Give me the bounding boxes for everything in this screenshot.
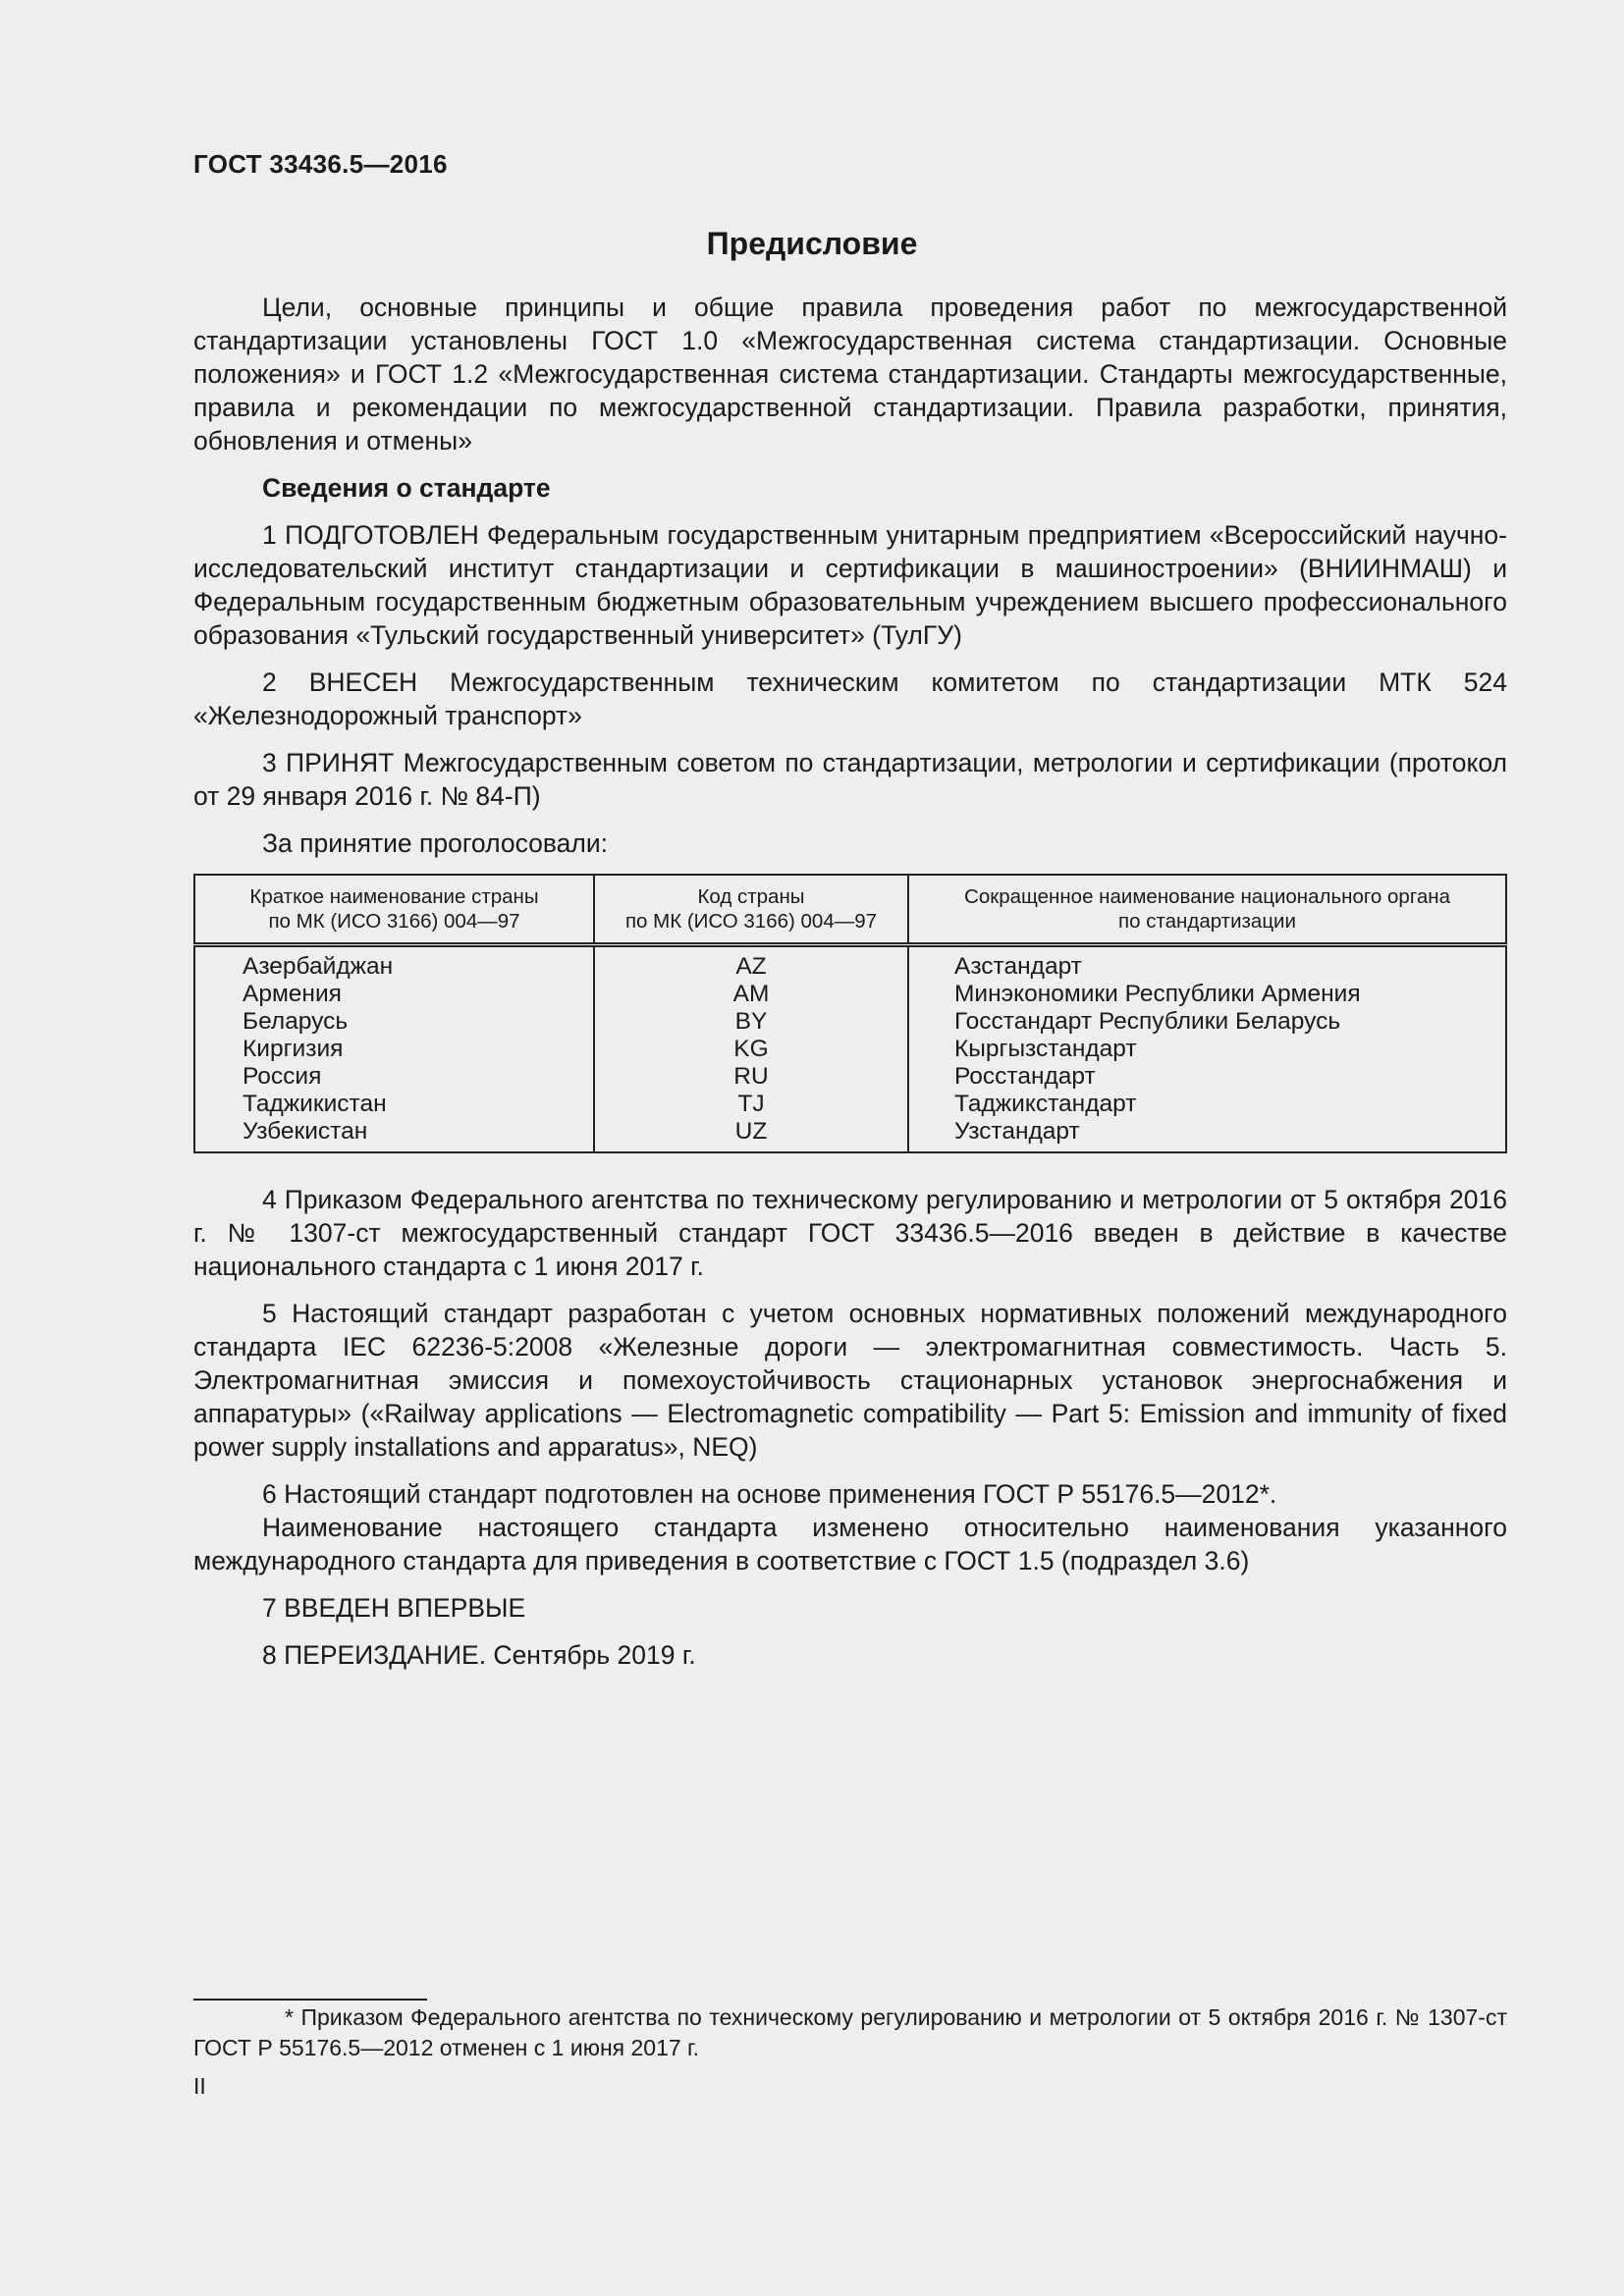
header-code <box>594 875 908 945</box>
cell-code: TJ <box>594 1091 908 1118</box>
item-6-note-paragraph: Наименование настоящего стандарта изменено относительно наименования указанного международного стандарта для приведения в соответствие с ГОСТ 1.5 (подраздел 3.6) <box>193 1513 1507 1575</box>
cell-country: Узбекистан <box>243 1118 368 1145</box>
table-header-row <box>194 875 1506 945</box>
item-2-paragraph: 2 ВНЕСЕН Межгосударственным техническим комитетом по стандартизации МТК 524 «Железнодорожный транспорт» <box>193 667 1507 730</box>
section-heading: Сведения о стандарте <box>262 473 551 503</box>
header-country-line1: Краткое наименование страны <box>249 885 539 908</box>
footnote: * Приказом Федерального агентства по техническому регулированию и метрологии от 5 октября 2016 г. № 1307-ст ГОСТ Р 55176.5—2012 отменен с 1 июня 2017 г. <box>193 2004 1507 2060</box>
intro-paragraph: Цели, основные принципы и общие правила проведения работ по межгосударственной стандартизации установлены ГОСТ 1.0 «Межгосударственная система стандартизации. Основные положения» и ГОСТ 1.2 «Межгосударственная система стандартизации. Стандарты межгосударственные, правила и рекомендации по межгосударственной стандартизации. Правила разработки, принятия, обновления и отмены» <box>193 293 1507 455</box>
table-row <box>194 981 1506 1008</box>
item-6-paragraph: 6 Настоящий стандарт подготовлен на основе применения ГОСТ Р 55176.5—2012*. <box>262 1479 1277 1509</box>
item-5-paragraph: 5 Настоящий стандарт разработан с учетом основных нормативных положений международного стандарта IEC 62236-5:2008 «Железные дороги — электромагнитная совместимость. Часть 5. Электромагнитная эмиссия и помехоустойчивость стационарных установок энергоснабжения и аппаратуры» («Railway applications — Electromagnetic compatibility — Part 5: Emission and immunity of fixed power supply installations and apparatus», NEQ) <box>193 1299 1507 1462</box>
cell-country: Беларусь <box>243 1008 349 1035</box>
voting-countries-table <box>193 874 1507 1153</box>
cell-org: Росстандарт <box>908 1063 1506 1091</box>
cell-org: Азстандарт <box>908 945 1506 982</box>
cell-country: Азербайджан <box>243 953 394 980</box>
cell-org: Госстандарт Республики Беларусь <box>908 1008 1506 1036</box>
table-row <box>194 1063 1506 1091</box>
item-7-paragraph: 7 ВВЕДЕН ВПЕРВЫЕ <box>262 1593 526 1623</box>
header-code-line1: Код страны <box>697 885 805 908</box>
table-row <box>194 1118 1506 1152</box>
header-code-line2: по МК (ИСО 3166) 004—97 <box>624 910 878 933</box>
cell-code: AM <box>594 981 908 1008</box>
cell-code: AZ <box>594 945 908 982</box>
header-country <box>194 875 594 945</box>
cell-country: Киргизия <box>243 1036 344 1062</box>
page-number: II <box>193 2073 206 2099</box>
item-3-paragraph: 3 ПРИНЯТ Межгосударственным советом по стандартизации, метрологии и сертификации (протокол от 29 января 2016 г. № 84-П) <box>193 748 1507 811</box>
cell-code: KG <box>594 1036 908 1063</box>
vote-intro: За принятие проголосовали: <box>262 828 609 858</box>
table-row <box>194 945 1506 982</box>
document-header: ГОСТ 33436.5—2016 <box>193 149 448 179</box>
cell-country: Россия <box>243 1063 322 1090</box>
item-1-paragraph: 1 ПОДГОТОВЛЕН Федеральным государственным унитарным предприятием «Всероссийский научно-исследовательский институт стандартизации и сертификации в машиностроении» (ВНИИНМАШ) и Федеральным государственным бюджетным образовательным учреждением высшего профессионального образования «Тульский государственный университет» (ТулГУ) <box>193 520 1507 650</box>
cell-org: Кыргызстандарт <box>908 1036 1506 1063</box>
header-org-line2: по стандартизации <box>1118 910 1296 933</box>
cell-country: Армения <box>243 981 342 1007</box>
cell-country: Таджикистан <box>243 1091 387 1117</box>
cell-org: Минэкономики Республики Армения <box>908 981 1506 1008</box>
page-title: Предисловие <box>706 226 918 261</box>
cell-code: BY <box>594 1008 908 1036</box>
cell-org: Узстандарт <box>908 1118 1506 1152</box>
table-row <box>194 1091 1506 1118</box>
header-org-line1: Сокращенное наименование национального органа <box>964 885 1450 908</box>
cell-code: UZ <box>594 1118 908 1152</box>
cell-code: RU <box>594 1063 908 1091</box>
table-row <box>194 1008 1506 1036</box>
header-org <box>908 875 1506 945</box>
document-body <box>193 291 1507 1685</box>
item-8-paragraph: 8 ПЕРЕИЗДАНИЕ. Сентябрь 2019 г. <box>262 1640 696 1670</box>
cell-org: Таджикстандарт <box>908 1091 1506 1118</box>
footnote-divider <box>193 1999 427 2001</box>
item-4-paragraph: 4 Приказом Федерального агентства по техническому регулированию и метрологии от 5 октября 2016 г. № 1307-ст межгосударственный стандарт ГОСТ 33436.5—2016 введен в действие в качестве национального стандарта с 1 июня 2017 г. <box>193 1185 1507 1281</box>
table-row <box>194 1036 1506 1063</box>
header-country-line2: по МК (ИСО 3166) 004—97 <box>268 910 520 933</box>
